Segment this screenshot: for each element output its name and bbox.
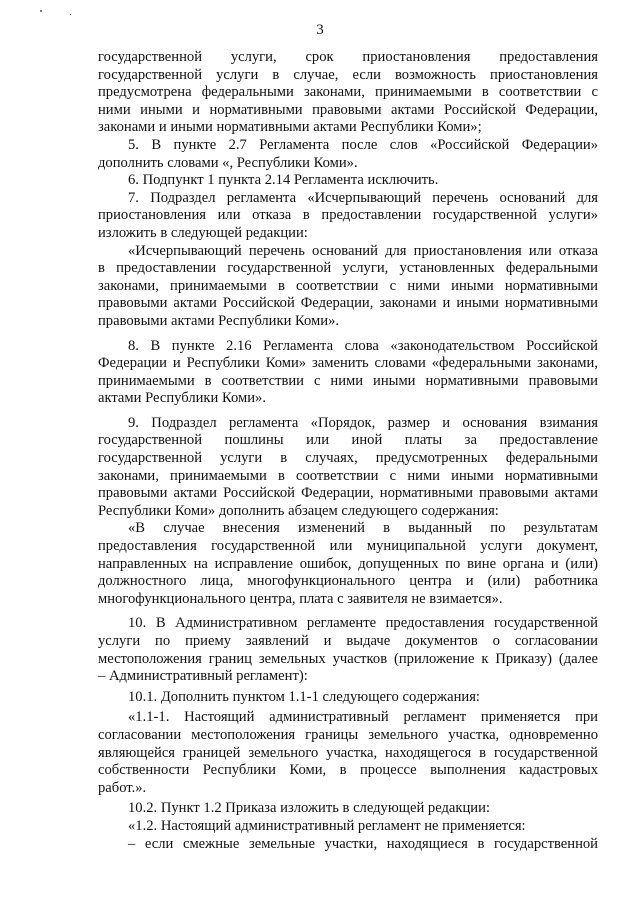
text-line-content: 8. В пункте 2.16 Регламента слова «законодательством Российской	[128, 337, 598, 354]
text-line	[98, 67, 598, 85]
text-line	[98, 415, 598, 433]
text-line	[98, 355, 598, 373]
text-line	[98, 503, 598, 521]
text-line-content: дополнить словами «, Республики Коми».	[98, 154, 358, 171]
text-line-content: должностного лица, многофункционального центра и (или) работника	[98, 573, 598, 590]
text-line-content: законами, принимаемыми в соответствии с ними иными нормативными	[98, 277, 598, 294]
text-line	[98, 84, 598, 102]
text-line-content: государственной услуги, срок приостановления предоставления	[98, 49, 598, 65]
text-line-content: изложить в следующей редакции:	[98, 224, 308, 241]
text-line-content: «1.1-1. Настоящий административный регламент применяется при	[128, 709, 598, 726]
text-line	[98, 651, 598, 669]
paragraph-gap	[98, 331, 598, 338]
text-line	[98, 338, 598, 356]
text-line-content: предусмотрена федеральными законами, принимаемыми в соответствии с	[98, 84, 598, 101]
text-line	[98, 278, 598, 296]
text-line-content: являющейся границей земельного участка, находящегося в государственной	[98, 744, 598, 761]
text-line-content: правовыми актами Республики Коми».	[98, 312, 340, 329]
text-line	[98, 615, 598, 633]
text-line	[98, 390, 598, 408]
text-line-content: – если смежные земельные участки, находящиеся в государственной	[128, 835, 598, 852]
scan-speck	[40, 10, 42, 12]
text-line-content: 10.2. Пункт 1.2 Приказа изложить в следующей редакции:	[128, 800, 490, 817]
text-line-content: 7. Подраздел регламента «Исчерпывающий перечень оснований для	[128, 189, 598, 206]
document-body	[98, 49, 598, 853]
text-line-content: услуги по приему заявлений и выдаче документов о согласовании	[98, 633, 598, 649]
text-line-content: Федерации и Республики Коми» заменить словами «федеральными законами,	[98, 355, 598, 372]
text-line-content: 9. Подраздел регламента «Порядок, размер и основания взимания	[128, 414, 598, 431]
text-line	[98, 313, 598, 331]
text-line	[98, 485, 598, 503]
text-line-content: предоставления государственной или муниципальной услуги документ,	[98, 538, 598, 555]
text-line-content: «1.2. Настоящий административный регламент не применяется:	[128, 817, 526, 834]
text-line-content: государственной услуги в случае, если возможность приостановления	[98, 66, 598, 83]
text-line	[98, 243, 598, 261]
text-line-content: законами, принимаемыми в соответствии с ними иными нормативными	[98, 467, 598, 484]
text-line-content: государственной пошлины или иной платы за предоставление	[98, 432, 598, 449]
text-line	[98, 745, 598, 763]
text-line	[98, 172, 598, 190]
text-line	[98, 709, 598, 727]
text-line	[98, 225, 598, 243]
text-line-content: «Исчерпывающий перечень оснований для приостановления или отказа	[128, 242, 598, 259]
paragraph-gap	[98, 608, 598, 615]
text-line-content: многофункционального центра, плата с заявителя не взимается».	[98, 590, 503, 607]
text-line	[98, 468, 598, 486]
text-line	[98, 780, 598, 798]
text-line-content: в предоставлении государственной услуги, установленных федеральными	[98, 260, 598, 277]
text-line-content: Республики Коми» дополнить абзацем следующего содержания:	[98, 502, 499, 519]
text-line-content: 6. Подпункт 1 пункта 2.14 Регламента исключить.	[128, 172, 439, 189]
text-line-content: актами Республики Коми».	[98, 390, 266, 407]
text-line	[98, 538, 598, 556]
text-line-content: работ.».	[98, 779, 147, 796]
page-number: 3	[316, 22, 324, 38]
text-line	[98, 556, 598, 574]
text-line-content: приостановления или отказа в предоставлении государственной услуги»	[98, 207, 598, 224]
paragraph-gap	[98, 408, 598, 415]
text-line	[98, 689, 598, 707]
text-line	[98, 295, 598, 313]
text-line-content: 5. В пункте 2.7 Регламента после слов «Российской Федерации»	[128, 136, 598, 153]
text-line-content: 10. В Административном регламенте предоставления государственной	[128, 615, 598, 632]
text-line-content: ними иными и нормативными правовыми актами Российской Федерации,	[98, 101, 598, 118]
text-line	[98, 573, 598, 591]
text-line	[98, 49, 598, 67]
text-line-content: правовыми актами Российской Федерации, нормативными правовыми актами	[98, 485, 598, 502]
text-line-content: принимаемыми в соответствии с ними иными нормативными правовыми	[98, 372, 598, 389]
text-line	[98, 591, 598, 609]
text-line	[98, 207, 598, 225]
text-line	[98, 432, 598, 450]
text-line-content: 10.1. Дополнить пунктом 1.1-1 следующего содержания:	[128, 688, 480, 705]
text-line-content: местоположения границ земельных участков (приложение к Приказу) (далее	[98, 650, 598, 667]
text-line-content: собственности Республики Коми, в процессе выполнения кадастровых	[98, 762, 598, 779]
text-line-content: правовыми актами Российской Федерации, законами и иными нормативными	[98, 295, 598, 312]
text-line	[98, 836, 598, 854]
text-line	[98, 373, 598, 391]
text-line	[98, 119, 598, 137]
text-line	[98, 190, 598, 208]
scan-speck	[70, 14, 71, 15]
text-line-content: согласовании местоположения границы земельного участка, одновременно	[98, 726, 598, 743]
text-line	[98, 155, 598, 173]
text-line	[98, 762, 598, 780]
text-line-content: законами и иными нормативными актами Республики Коми»;	[98, 119, 482, 136]
text-line	[98, 668, 598, 686]
text-line	[98, 260, 598, 278]
text-line	[98, 800, 598, 818]
text-line	[98, 137, 598, 155]
text-line	[98, 520, 598, 538]
text-line-content: – Административный регламент):	[98, 668, 308, 685]
text-line-content: «В случае внесения изменений в выданный по результатам	[128, 520, 598, 537]
text-line	[98, 102, 598, 120]
text-line-content: направленных на исправление ошибок, допущенных по вине органа и (или)	[98, 555, 598, 572]
text-line	[98, 633, 598, 651]
text-line	[98, 727, 598, 745]
text-line-content: государственной услуги в случаях, предусмотренных федеральными	[98, 450, 598, 467]
text-line	[98, 818, 598, 836]
text-line	[98, 450, 598, 468]
